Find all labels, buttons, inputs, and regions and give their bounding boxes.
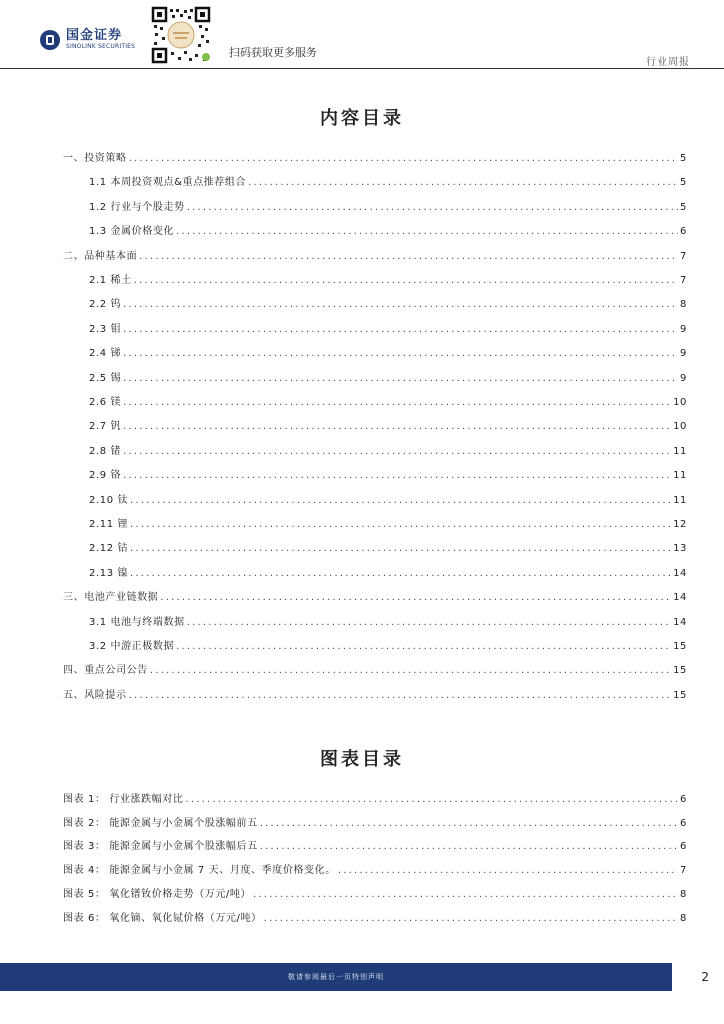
logo-name-cn: 国金证券: [66, 28, 123, 43]
figure-entry-page: 6: [680, 818, 687, 829]
toc-entry-page: 10: [673, 421, 687, 432]
toc-entry-label: 一、投资策略: [63, 153, 127, 164]
toc-entry-page: 7: [680, 251, 687, 262]
toc-entry-page: 15: [673, 641, 687, 652]
dot-leader: [338, 865, 678, 876]
toc-entry-label: 2.9 铬: [89, 470, 122, 481]
toc-entry-page: 13: [673, 543, 687, 554]
toc-entry[interactable]: [89, 466, 687, 480]
toc-entry[interactable]: [63, 247, 687, 261]
toc-entry-label: 2.5 锡: [89, 373, 122, 384]
toc-entry[interactable]: [89, 173, 687, 187]
page-number: 2: [701, 970, 709, 984]
figure-entry[interactable]: [63, 837, 687, 851]
toc-entry-page: 9: [680, 348, 687, 359]
figure-entry-page: 6: [680, 841, 687, 852]
figure-entry[interactable]: [63, 790, 687, 804]
toc-entry-label: 2.6 镁: [89, 397, 122, 408]
dot-leader: [129, 153, 678, 164]
scan-prompt-text: 扫码获取更多服务: [229, 46, 317, 59]
qr-code-icon[interactable]: [151, 6, 211, 64]
dot-leader: [129, 690, 671, 701]
toc-entry[interactable]: [63, 661, 687, 675]
toc-entry-label: 1.3 金属价格变化: [89, 226, 175, 237]
dot-leader: [123, 324, 678, 335]
toc-entry-page: 15: [673, 690, 687, 701]
dot-leader: [187, 202, 678, 213]
dot-leader: [123, 348, 678, 359]
dot-leader: [187, 617, 671, 628]
toc-entry[interactable]: [89, 637, 687, 651]
footer-disclaimer: 敬请参阅最后一页特别声明: [288, 973, 384, 981]
toc-entry[interactable]: [89, 515, 687, 529]
toc-entry[interactable]: [89, 369, 687, 383]
toc-entry-page: 14: [673, 617, 687, 628]
dot-leader: [123, 373, 678, 384]
toc-entry-label: 四、重点公司公告: [63, 665, 148, 676]
dot-leader: [253, 889, 678, 900]
dot-leader: [248, 177, 678, 188]
toc-entry[interactable]: [89, 613, 687, 627]
toc-entry-label: 三、电池产业链数据: [63, 592, 159, 603]
figure-entry-label: 图表 5： 氧化镨钕价格走势（万元/吨）: [63, 889, 252, 900]
dot-leader: [176, 226, 678, 237]
figure-entry-page: 6: [680, 794, 687, 805]
figure-entry-label: 图表 2： 能源金属与小金属个股涨幅前五: [63, 818, 258, 829]
dot-leader: [176, 641, 671, 652]
toc-entry[interactable]: [89, 271, 687, 285]
toc-entry-page: 11: [673, 495, 687, 506]
toc-entry[interactable]: [89, 393, 687, 407]
toc-title: 内容目录: [320, 108, 404, 129]
toc-entry-page: 7: [680, 275, 687, 286]
dot-leader: [260, 818, 678, 829]
toc-entry-label: 1.1 本周投资观点&重点推荐组合: [89, 177, 247, 188]
dot-leader: [130, 495, 671, 506]
header-divider: [0, 68, 724, 69]
toc-entry-page: 5: [680, 153, 687, 164]
toc-entry[interactable]: [89, 491, 687, 505]
toc-entry-label: 2.7 钒: [89, 421, 122, 432]
toc-entry-page: 14: [673, 568, 687, 579]
toc-entry-label: 2.10 钛: [89, 495, 129, 506]
figure-entry[interactable]: [63, 861, 687, 875]
logo-name-en: SINOLINK SECURITIES: [66, 43, 136, 50]
dot-leader: [123, 421, 671, 432]
toc-entry-label: 2.11 锂: [89, 519, 129, 530]
logo-mark-icon: [40, 30, 60, 50]
dot-leader: [186, 794, 679, 805]
dot-leader: [123, 299, 678, 310]
dot-leader: [264, 913, 678, 924]
toc-entry-page: 15: [673, 665, 687, 676]
figure-list-title: 图表目录: [320, 749, 404, 770]
figure-entry-label: 图表 3： 能源金属与小金属个股涨幅后五: [63, 841, 258, 852]
toc-entry-label: 1.2 行业与个股走势: [89, 202, 185, 213]
report-type-label: 行业周报: [646, 57, 690, 68]
toc-entry[interactable]: [63, 149, 687, 163]
toc-entry[interactable]: [63, 588, 687, 602]
dot-leader: [123, 397, 671, 408]
dot-leader: [130, 543, 671, 554]
toc-entry[interactable]: [89, 198, 687, 212]
toc-entry[interactable]: [89, 539, 687, 553]
dot-leader: [130, 519, 671, 530]
toc-entry-label: 2.13 镍: [89, 568, 129, 579]
dot-leader: [134, 275, 678, 286]
figure-entry-page: 7: [680, 865, 687, 876]
page-header: [0, 0, 724, 68]
toc-entry-page: 5: [680, 202, 687, 213]
toc-entry-page: 5: [680, 177, 687, 188]
figure-entry-label: 图表 4： 能源金属与小金属 7 天、月度、季度价格变化。: [63, 865, 336, 876]
dot-leader: [260, 841, 678, 852]
toc-entry-label: 2.12 钴: [89, 543, 129, 554]
toc-entry-page: 12: [673, 519, 687, 530]
toc-entry[interactable]: [89, 320, 687, 334]
toc-entry[interactable]: [89, 564, 687, 578]
toc-entry-label: 3.1 电池与终端数据: [89, 617, 185, 628]
toc-entry-page: 9: [680, 373, 687, 384]
toc-entry[interactable]: [89, 222, 687, 236]
toc-entry-label: 二、品种基本面: [63, 251, 138, 262]
toc-entry[interactable]: [63, 686, 687, 700]
toc-entry-page: 14: [673, 592, 687, 603]
toc-entry-page: 9: [680, 324, 687, 335]
dot-leader: [130, 568, 671, 579]
figure-entry[interactable]: [63, 814, 687, 828]
dot-leader: [150, 665, 671, 676]
toc-entry-label: 五、风险提示: [63, 690, 127, 701]
dot-leader: [123, 446, 671, 457]
toc-entry-label: 2.1 稀土: [89, 275, 132, 286]
figure-entry-page: 8: [680, 889, 687, 900]
toc-entry-label: 2.2 钨: [89, 299, 122, 310]
toc-entry-page: 11: [673, 470, 687, 481]
figure-entry[interactable]: [63, 909, 687, 923]
toc-entry-page: 11: [673, 446, 687, 457]
toc-entry-label: 2.8 锗: [89, 446, 122, 457]
toc-entry[interactable]: [89, 417, 687, 431]
toc-entry-label: 2.4 锑: [89, 348, 122, 359]
toc-entry-page: 6: [680, 226, 687, 237]
toc-entry-label: 3.2 中游正极数据: [89, 641, 175, 652]
toc-entry-page: 8: [680, 299, 687, 310]
dot-leader: [123, 470, 671, 481]
figure-entry-label: 图表 1： 行业涨跌幅对比: [63, 794, 184, 805]
dot-leader: [139, 251, 678, 262]
figure-entry-page: 8: [680, 913, 687, 924]
company-logo: [40, 29, 135, 51]
figure-entry-label: 图表 6： 氧化镝、氧化铽价格（万元/吨）: [63, 913, 262, 924]
dot-leader: [160, 592, 671, 603]
toc-entry[interactable]: [89, 344, 687, 358]
toc-entry-page: 10: [673, 397, 687, 408]
toc-entry-label: 2.3 钼: [89, 324, 122, 335]
figure-entry[interactable]: [63, 885, 687, 899]
toc-entry[interactable]: [89, 295, 687, 309]
toc-entry[interactable]: [89, 442, 687, 456]
